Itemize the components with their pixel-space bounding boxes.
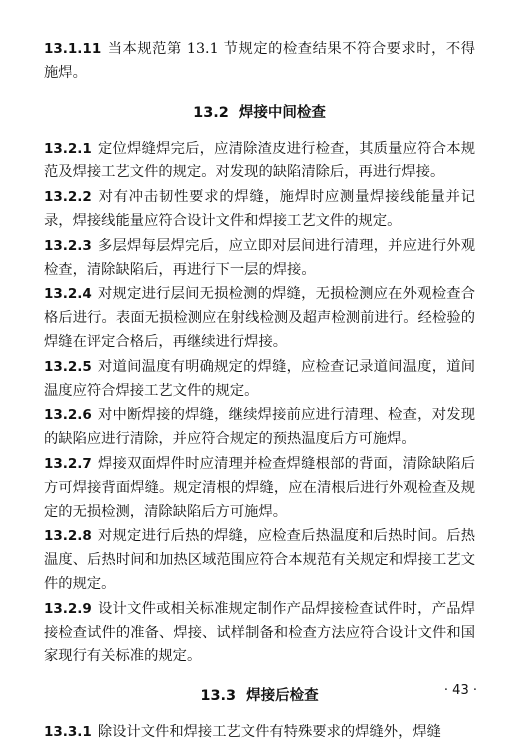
clause-text: 对道间温度有明确规定的焊缝，应检查记录道间温度，道间温度应符合焊接工艺文件的规定。 (44, 358, 475, 399)
clause-number: 13.2.6 (44, 407, 92, 424)
clause-13-2-6 (44, 404, 475, 452)
clause-13-2-8 (44, 525, 475, 596)
clause-number: 13.2.2 (44, 189, 92, 206)
clause-text: 定位焊缝焊完后，应清除渣皮进行检查，其质量应符合本规范及焊接工艺文件的规定。对发现的缺陷清除后，再进行焊接。 (44, 140, 475, 181)
clause-text: 多层焊每层焊完后，应立即对层间进行清理，并应进行外观检查，清除缺陷后，再进行下一层的焊接。 (44, 237, 475, 278)
clause-13-2-9 (44, 598, 475, 669)
section-heading-13-3 (44, 685, 475, 707)
clause-text: 当本规范第 13.1 节规定的检查结果不符合要求时，不得施焊。 (44, 41, 475, 81)
clause-13-2-7 (44, 453, 475, 524)
clause-text: 对规定进行后热的焊缝，应检查后热温度和后热时间。后热温度、后热时间和加热区域范围应符合本规范有关规定和焊接工艺文件的规定。 (44, 528, 475, 592)
page-number: · 43 · (443, 683, 477, 698)
clause-13-2-2 (44, 186, 475, 234)
clause-13-3-1 (44, 721, 475, 745)
clause-13-2-5 (44, 356, 475, 404)
clause-13-1-11 (44, 38, 475, 86)
clause-13-2-3 (44, 235, 475, 283)
clause-text: 对规定进行层间无损检测的焊缝，无损检测应在外观检查合格后进行。表面无损检测应在射线检测及超声检测前进行。经检验的焊缝在评定合格后，再继续进行焊接。 (44, 286, 475, 350)
section-title: 焊接中间检查 (238, 104, 326, 121)
clause-13-2-4 (44, 283, 475, 354)
document-page (44, 38, 475, 746)
clause-number: 13.1.11 (44, 41, 102, 57)
clause-number: 13.2.5 (44, 358, 92, 375)
section-heading-13-2 (44, 102, 475, 124)
clause-13-2-1 (44, 138, 475, 186)
clause-text: 对有冲击韧性要求的焊缝，施焊时应测量焊接线能量并记录，焊接线能量应符合设计文件和焊接工艺文件的规定。 (44, 189, 475, 229)
clause-number: 13.2.8 (44, 528, 92, 545)
clause-number: 13.2.3 (44, 237, 92, 254)
clause-number: 13.3.1 (44, 724, 92, 741)
clause-number: 13.2.1 (44, 140, 92, 157)
section-number: 13.3 (200, 688, 237, 705)
clause-text: 对中断焊接的焊缝，继续焊接前应进行清理、检查，对发现的缺陷应进行清除，并应符合规定的预热温度后方可施焊。 (44, 407, 475, 448)
clause-number: 13.2.7 (44, 455, 92, 472)
clause-number: 13.2.9 (44, 600, 92, 617)
section-title: 焊接后检查 (246, 688, 319, 705)
clause-text: 焊接双面焊件时应清理并检查焊缝根部的背面，清除缺陷后方可焊接背面焊缝。规定清根的焊缝，应在清根后进行外观检查及规定的无损检测，清除缺陷后方可施焊。 (44, 455, 475, 520)
section-number: 13.2 (193, 104, 229, 121)
clause-number: 13.2.4 (44, 286, 92, 303)
clause-text: 除设计文件和焊接工艺文件有特殊要求的焊缝外，焊缝 (97, 724, 441, 741)
clause-text: 设计文件或相关标准规定制作产品焊接检查试件时，产品焊接检查试件的准备、焊接、试样制备和检查方法应符合设计文件和国家现行有关标准的规定。 (44, 600, 475, 665)
